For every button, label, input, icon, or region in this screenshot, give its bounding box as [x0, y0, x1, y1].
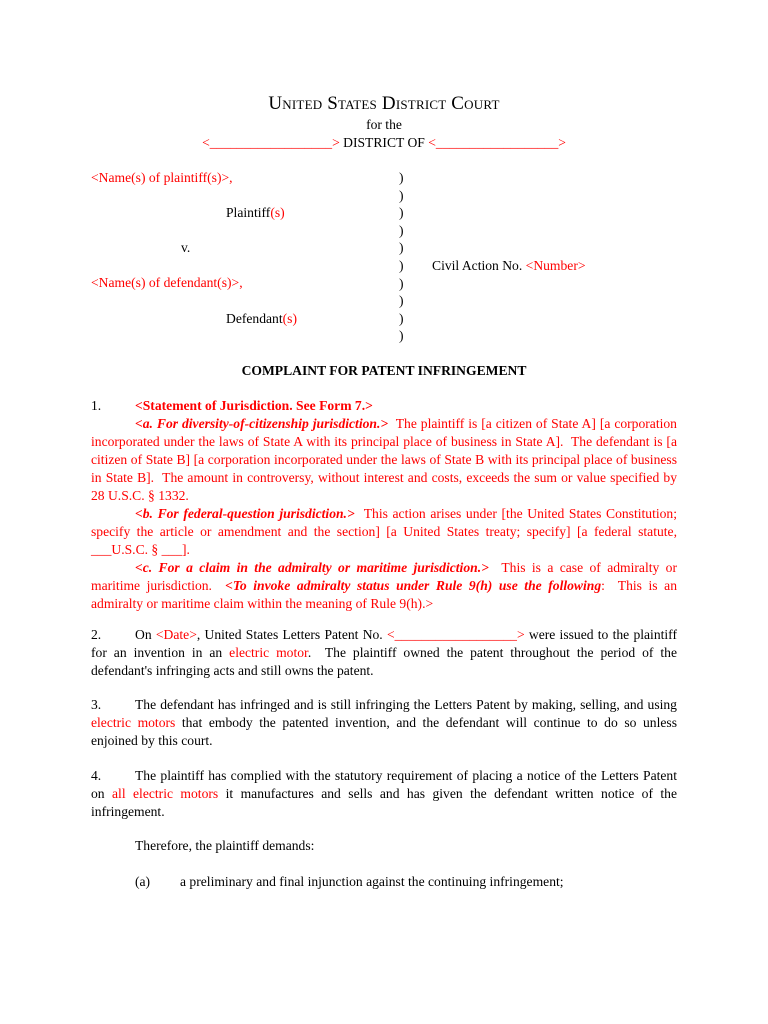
- demand-a-label: (a): [135, 874, 151, 889]
- paren: ): [399, 257, 404, 273]
- plaintiff-label: Plaintiff(s): [226, 205, 285, 220]
- paren: ): [399, 310, 404, 326]
- complaint-title: COMPLAINT FOR PATENT INFRINGEMENT: [241, 363, 527, 378]
- product-placeholder: electric motors: [91, 715, 176, 730]
- diversity-label: <a. For diversity-of-citizenship jurisdiction.>: [135, 416, 389, 431]
- federal-question-text: This action arises under [the United States Constitution; specify the article or amendment and the section] [a United States treaty; specify] [a federal statute, ___U.S.C. § ___].: [91, 506, 681, 557]
- district-placeholder-left: <__________________>: [202, 135, 340, 150]
- demands-intro: Therefore, the plaintiff demands:: [135, 838, 315, 853]
- paragraph-1: [91, 397, 681, 613]
- admiralty-rule-label: <To invoke admiralty status under Rule 9(h) use the following: [225, 578, 602, 593]
- paren: ): [399, 293, 404, 309]
- invention-placeholder: electric motor: [229, 645, 308, 660]
- district-word: DISTRICT OF: [339, 135, 429, 150]
- admiralty-label: <c. For a claim in the admiralty or maritime jurisdiction.>: [135, 560, 489, 575]
- paragraph-number: 1.: [91, 398, 102, 413]
- jurisdiction-heading: <Statement of Jurisdiction. See Form 7.>: [135, 398, 373, 413]
- defendant-names: <Name(s) of defendant(s)>,: [91, 275, 243, 290]
- paragraph-4: 4. The plaintiff has complied with the statutory requirement of placing a notice of the Letters Patent on all electric motors it manufactures and sells and has given the defendant written notice of the infringement.: [91, 768, 681, 819]
- civil-action-number: Civil Action No. <Number>: [432, 258, 586, 273]
- caption-parentheses: [399, 169, 409, 345]
- district-placeholder-right: <__________________>: [428, 135, 566, 150]
- paren: ): [399, 187, 404, 203]
- paragraph-number: 3.: [91, 697, 102, 712]
- federal-question-label: <b. For federal-question jurisdiction.>: [135, 506, 355, 521]
- paren: ): [399, 222, 404, 238]
- patent-number-placeholder: <__________________>: [386, 627, 525, 642]
- product-placeholder: all electric motors: [112, 786, 219, 801]
- plaintiff-names: <Name(s) of plaintiff(s)>,: [91, 170, 233, 185]
- paren: ): [399, 205, 404, 221]
- district-line: [0, 134, 768, 152]
- paren: ): [399, 240, 404, 256]
- diversity-text: The plaintiff is [a citizen of State A] [a corporation incorporated under the laws of State A with its principal place of business in State A]. The defendant is [a citizen of State B] [a corporation incorporated under the laws of State B with its principal place of business in State B]. The amount in controversy, without interest and costs, exceeds the sum or value specified by 28 U.S.C. § 1332.: [91, 416, 681, 503]
- versus: v.: [181, 240, 191, 255]
- admiralty-rule-text: : This is an admiralty or maritime claim within the meaning of Rule 9(h).>: [91, 578, 681, 611]
- admiralty-text: This is a case of admiralty or maritime jurisdiction.: [91, 560, 681, 593]
- paren: ): [399, 328, 404, 344]
- court-title: United States District Court: [268, 93, 500, 114]
- demand-a-text: a preliminary and final injunction against the continuing infringement;: [180, 874, 564, 889]
- paragraph-number: 2.: [91, 627, 102, 642]
- date-placeholder: <Date>: [155, 627, 197, 642]
- for-the-line: for the: [366, 117, 402, 132]
- paren: ): [399, 170, 404, 185]
- paren: ): [399, 275, 404, 291]
- paragraph-2: 2. On <Date>, United States Letters Patent No. <__________________> were issued to the plaintiff for an invention in an electric motor. The plaintiff owned the patent throughout the period of the defendant's infringing acts and still owns the patent.: [91, 627, 681, 678]
- paragraph-number: 4.: [91, 768, 102, 783]
- paragraph-3: 3. The defendant has infringed and is still infringing the Letters Patent by making, selling, and using electric motors that embody the patented invention, and the defendant will continue to do so unless enjoined by this court.: [91, 697, 681, 748]
- defendant-label: Defendant(s): [226, 311, 297, 326]
